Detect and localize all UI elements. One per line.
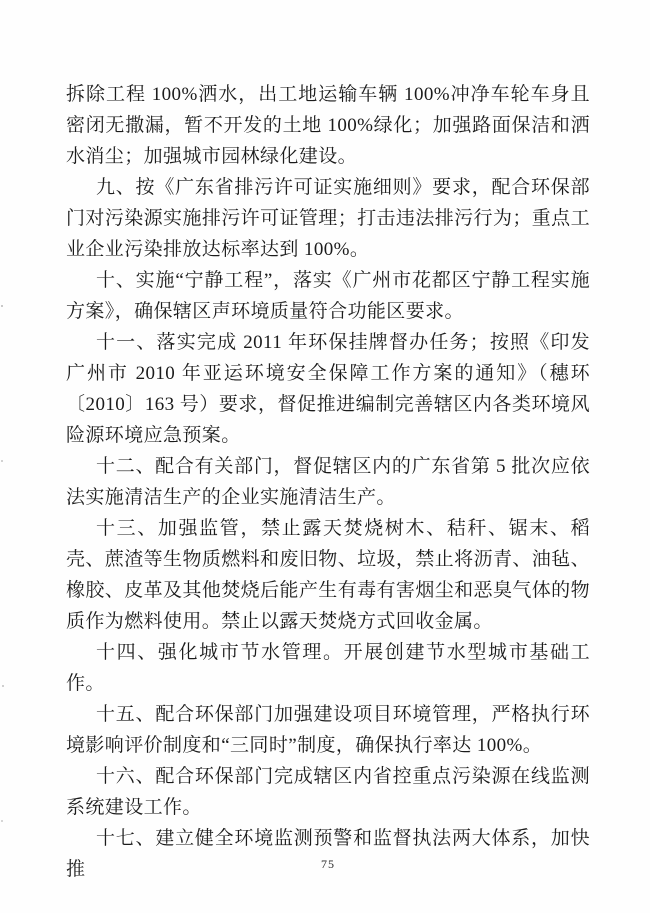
paragraph: 十五、配合环保部门加强建设项目环境管理，严格执行环境影响评价制度和“三同时”制度，确保执行率达 100%。 [66, 704, 590, 756]
paragraph: 十三、加强监管，禁止露天焚烧树木、秸秆、锯末、稻壳、蔗渣等生物质燃料和废旧物、垃圾，禁止将沥青、油毡、橡胶、皮革及其他焚烧后能产生有毒有害烟尘和恶臭气体的物质作为燃料使用。禁止以露天焚烧方式回收金属。 [66, 518, 590, 632]
paragraph: 十六、配合环保部门完成辖区内省控重点污染源在线监测系统建设工作。 [66, 766, 590, 818]
paragraph: 十四、强化城市节水管理。开展创建节水型城市基础工作。 [66, 642, 590, 694]
paragraph: 拆除工程 100%洒水，出工地运输车辆 100%冲净车轮车身且密闭无撒漏，暂不开发的土地 100%绿化；加强路面保洁和洒水消尘；加强城市园林绿化建设。 [66, 84, 590, 167]
page-number: 75 [321, 857, 335, 871]
document-body [66, 79, 590, 885]
paragraph: 十一、落实完成 2011 年环保挂牌督办任务；按照《印发广州市 2010 年亚运环境安全保障工作方案的通知》（穗环〔2010〕163 号）要求，督促推进编制完善辖区内各类环境风险源环境应急预案。 [66, 332, 590, 446]
paragraph: 九、按《广东省排污许可证实施细则》要求，配合环保部门对污染源实施排污许可证管理；打击违法排污行为；重点工业企业污染排放达标率达到 100%。 [66, 177, 590, 260]
paragraph: 十、实施“宁静工程”，落实《广州市花都区宁静工程实施方案》，确保辖区声环境质量符合功能区要求。 [66, 270, 590, 322]
paragraph: 十二、配合有关部门，督促辖区内的广东省第 5 批次应依法实施清洁生产的企业实施清洁生产。 [66, 456, 590, 508]
scan-noise-specks [0, 0, 4, 913]
paragraph: 十七、建立健全环境监测预警和监督执法两大体系，加快推 [66, 828, 590, 880]
